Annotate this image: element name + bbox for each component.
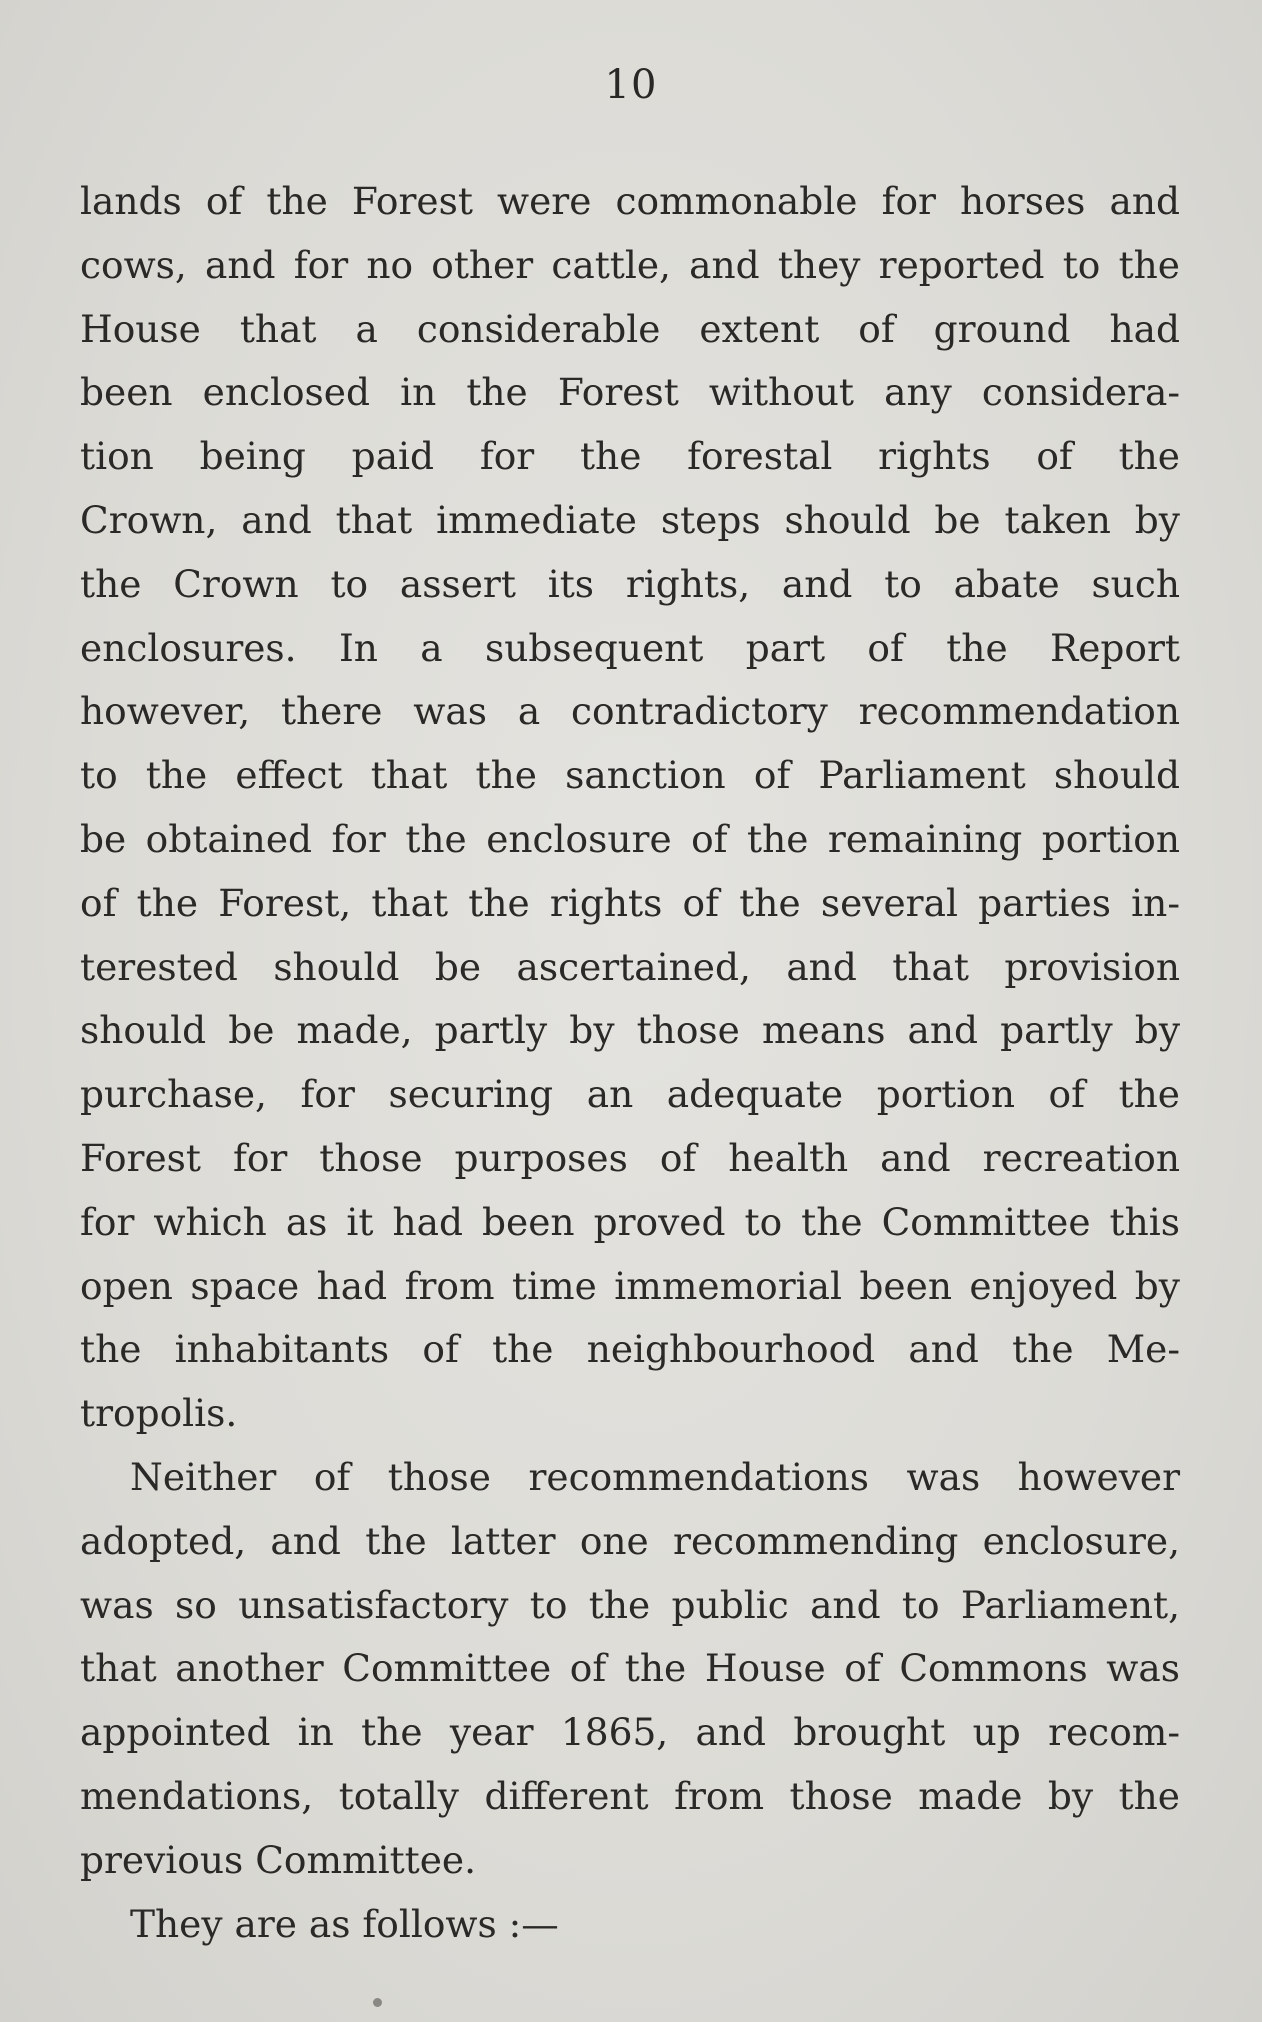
text-line: was so unsatisfactory to the public and to Parliament, <box>80 1582 1180 1627</box>
text-line: previous Committee. <box>80 1837 477 1882</box>
text-line: mendations, totally different from those made by the <box>80 1773 1180 1818</box>
text-line: the inhabitants of the neighbourhood and the Me- <box>80 1327 1180 1372</box>
text-line: for which as it had been proved to the Committee this <box>80 1199 1180 1244</box>
text-line: to the effect that the sanction of Parliament should <box>80 753 1180 798</box>
text-line: that another Committee of the House of Commons was <box>80 1646 1180 1691</box>
text-line: purchase, for securing an adequate portion of the <box>80 1072 1180 1117</box>
text-line: House that a considerable extent of ground had <box>80 306 1180 351</box>
ink-speck <box>373 1998 382 2007</box>
text-line: enclosures. In a subsequent part of the Report <box>80 625 1180 670</box>
text-line: open space had from time immemorial been enjoyed by <box>80 1263 1180 1308</box>
text-line: Neither of those recommendations was however <box>130 1454 1180 1499</box>
text-line: tion being paid for the forestal rights of the <box>80 434 1180 479</box>
text-line: of the Forest, that the rights of the several parties in- <box>80 880 1180 925</box>
text-line: lands of the Forest were commonable for horses and <box>80 179 1180 223</box>
text-line: been enclosed in the Forest without any considera- <box>80 370 1180 415</box>
text-line: terested should be ascertained, and that provision <box>80 944 1180 989</box>
text-line: Forest for those purposes of health and recreation <box>80 1135 1180 1180</box>
text-line: Crown, and that immediate steps should be taken by <box>80 497 1180 542</box>
text-line: adopted, and the latter one recommending enclosure, <box>80 1518 1180 1563</box>
text-line: appointed in the year 1865, and brought up recom- <box>80 1710 1180 1755</box>
text-line: should be made, partly by those means and partly by <box>80 1008 1180 1053</box>
page-number: 10 <box>604 62 658 108</box>
text-line: the Crown to assert its rights, and to abate such <box>80 561 1180 606</box>
body-text <box>80 170 1180 1956</box>
text-line: tropolis. <box>80 1391 238 1436</box>
text-line: They are as follows :— <box>130 1901 559 1946</box>
text-line: be obtained for the enclosure of the remaining portion <box>80 816 1180 861</box>
text-line: however, there was a contradictory recommendation <box>80 689 1180 734</box>
text-line: cows, and for no other cattle, and they reported to the <box>80 242 1180 287</box>
